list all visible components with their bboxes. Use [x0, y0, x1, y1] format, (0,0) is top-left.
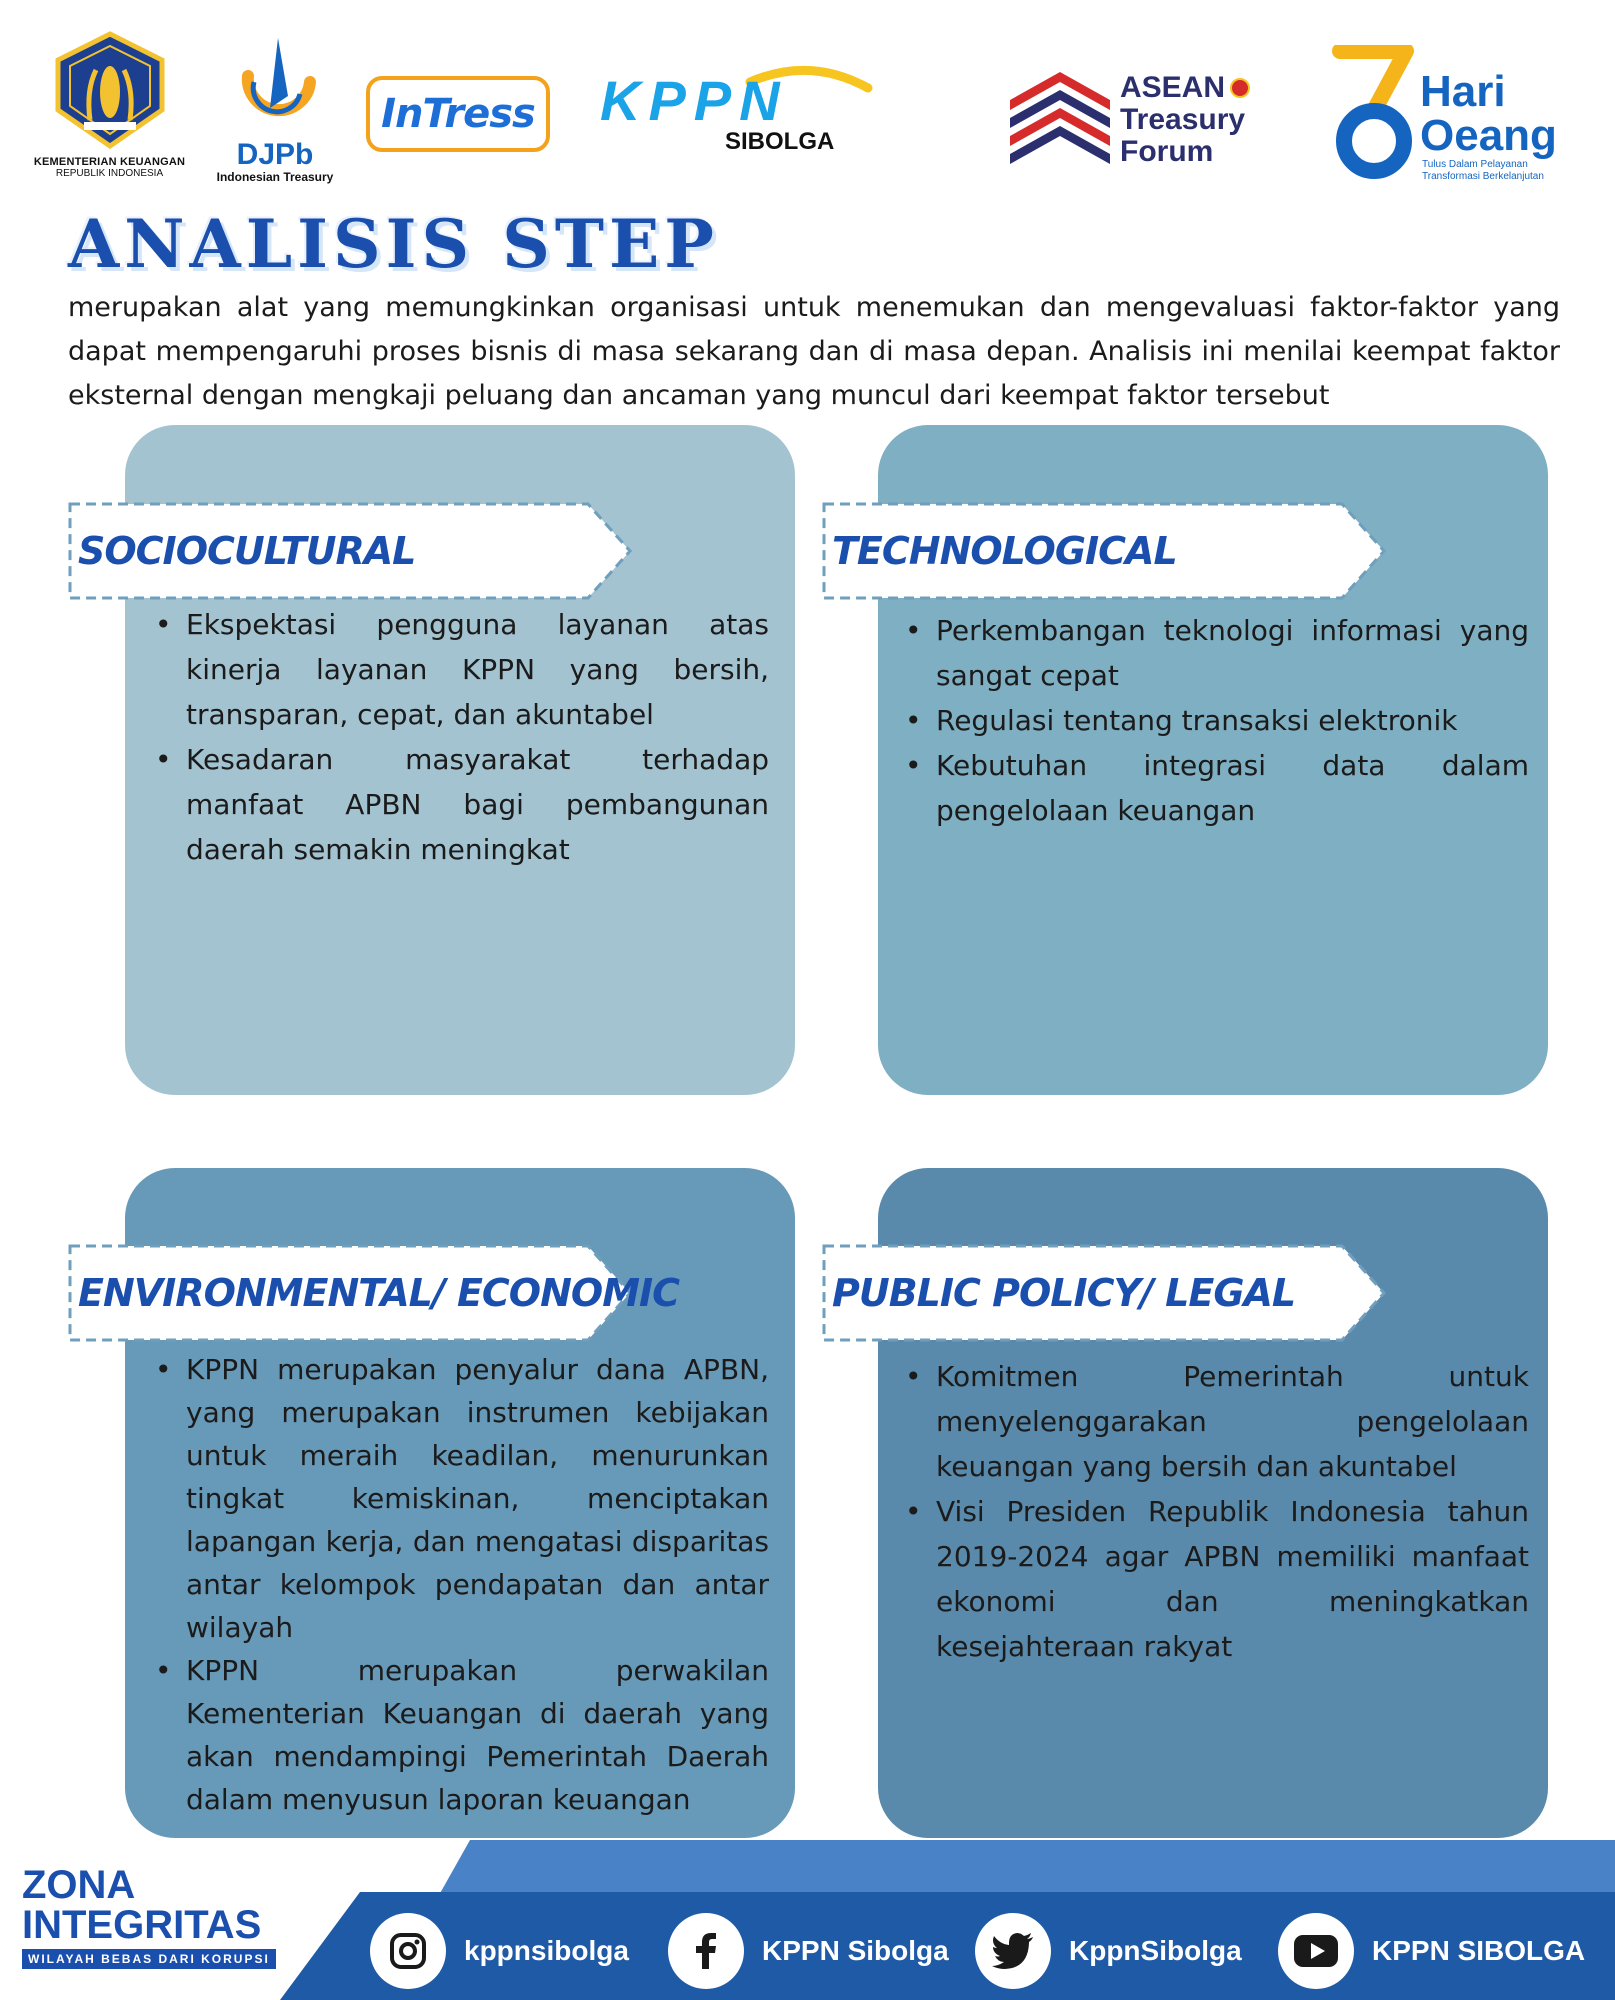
hari-oeang-line2: Oeang — [1420, 111, 1557, 160]
hari-oeang-78-icon — [1330, 45, 1416, 185]
list-item: • Regulasi tentang transaksi elektronik — [905, 698, 1529, 743]
kemenkeu-emblem-icon — [50, 30, 170, 150]
youtube-handle: KPPN SIBOLGA — [1372, 1935, 1586, 1966]
sociocultural-label: SOCIOCULTURAL — [78, 529, 416, 573]
zona-integritas-logo — [22, 1865, 292, 1969]
kemenkeu-label: KEMENTERIAN KEUANGAN — [33, 156, 186, 168]
youtube-icon — [1278, 1913, 1354, 1989]
atf-line3: Forum — [1120, 135, 1214, 168]
environmental-economic-label: ENVIRONMENTAL/ ECONOMIC — [78, 1271, 680, 1315]
public-policy-legal-label: PUBLIC POLICY/ LEGAL — [832, 1271, 1296, 1315]
hari-oeang-logo — [1330, 45, 1600, 185]
djpb-swoosh-icon — [230, 38, 320, 136]
djpb-tagline: Indonesian Treasury — [216, 170, 334, 184]
hari-oeang-tag1: Tulus Dalam Pelayanan — [1422, 159, 1528, 170]
list-item: • KPPN merupakan penyalur dana APBN, yang merupakan instrumen kebijakan untuk meraih keadilan, menurunkan tingkat kemiskinan, menciptakan lapangan kerja, dan mengatasi disparitas antar kelompok pendapatan dan antar wilayah — [155, 1348, 769, 1649]
instagram-link[interactable] — [370, 1912, 629, 1990]
twitter-link[interactable] — [975, 1912, 1242, 1990]
djpb-logo — [205, 38, 345, 184]
intress-name: InTress — [381, 91, 535, 137]
instagram-handle: kppnsibolga — [464, 1935, 629, 1966]
list-item: • Perkembangan teknologi informasi yang sangat cepat — [905, 608, 1529, 698]
atf-stripes-icon — [1010, 70, 1110, 170]
list-item: • Komitmen Pemerintah untuk menyelenggarakan pengelolaan keuangan yang bersih dan akuntabel — [905, 1354, 1529, 1489]
list-item: • Visi Presiden Republik Indonesia tahun 2019-2024 agar APBN memiliki manfaat ekonomi dan meningkatkan kesejahteraan rakyat — [905, 1489, 1529, 1669]
intress-logo — [366, 76, 550, 152]
instagram-icon — [370, 1913, 446, 1989]
facebook-link[interactable] — [668, 1912, 949, 1990]
twitter-handle: KppnSibolga — [1069, 1935, 1242, 1966]
list-item: • Kesadaran masyarakat terhadap manfaat APBN bagi pembangunan daerah semakin meningkat — [155, 737, 769, 872]
intro-paragraph: merupakan alat yang memungkinkan organisasi untuk menemukan dan mengevaluasi faktor-faktor yang dapat mempengaruhi proses bisnis di masa sekarang dan di masa depan. Analisis ini menilai keempat faktor eksternal dengan mengkaji peluang dan ancaman yang muncul dari keempat faktor tersebut — [68, 292, 1560, 411]
atf-line2: Treasury — [1120, 103, 1246, 136]
environmental-economic-label-ribbon — [68, 1244, 680, 1342]
zona-line1: ZONA — [22, 1863, 136, 1907]
kppn-city: SIBOLGA — [725, 128, 835, 155]
public-policy-legal-list — [905, 1354, 1529, 1669]
facebook-icon — [668, 1913, 744, 1989]
environmental-economic-list — [155, 1348, 769, 1821]
page-title: ANALISIS STEP — [68, 205, 719, 283]
asean-emblem-icon — [1230, 78, 1250, 98]
twitter-icon — [975, 1913, 1051, 1989]
list-item: • KPPN merupakan perwakilan Kementerian Keuangan di daerah yang akan mendampingi Pemerintah Daerah dalam menyusun laporan keuangan — [155, 1649, 769, 1821]
kemenkeu-sublabel: REPUBLIK INDONESIA — [55, 168, 164, 179]
kppn-logo — [600, 62, 880, 157]
kppn-name: KPPN — [600, 69, 788, 132]
kemenkeu-logo — [22, 30, 197, 179]
facebook-handle: KPPN Sibolga — [762, 1935, 949, 1966]
sociocultural-label-ribbon — [68, 502, 633, 600]
list-item: • Ekspektasi pengguna layanan atas kinerja layanan KPPN yang bersih, transparan, cepat, dan akuntabel — [155, 602, 769, 737]
hari-oeang-tag2: Transformasi Berkelanjutan — [1422, 171, 1544, 182]
public-policy-legal-label-ribbon — [822, 1244, 1387, 1342]
asean-treasury-forum-logo — [1010, 70, 1270, 170]
technological-label-ribbon — [822, 502, 1387, 600]
djpb-name: DJPb — [236, 138, 314, 171]
zona-tagline: WILAYAH BEBAS DARI KORUPSI — [22, 1949, 276, 1969]
atf-line1: ASEAN — [1120, 71, 1226, 104]
sociocultural-list — [155, 602, 769, 872]
technological-list — [905, 608, 1529, 833]
technological-label: TECHNOLOGICAL — [832, 529, 1177, 573]
zona-line2: INTEGRITAS — [22, 1903, 262, 1947]
youtube-link[interactable] — [1278, 1912, 1585, 1990]
hari-oeang-line1: Hari — [1420, 67, 1506, 116]
list-item: • Kebutuhan integrasi data dalam pengelolaan keuangan — [905, 743, 1529, 833]
